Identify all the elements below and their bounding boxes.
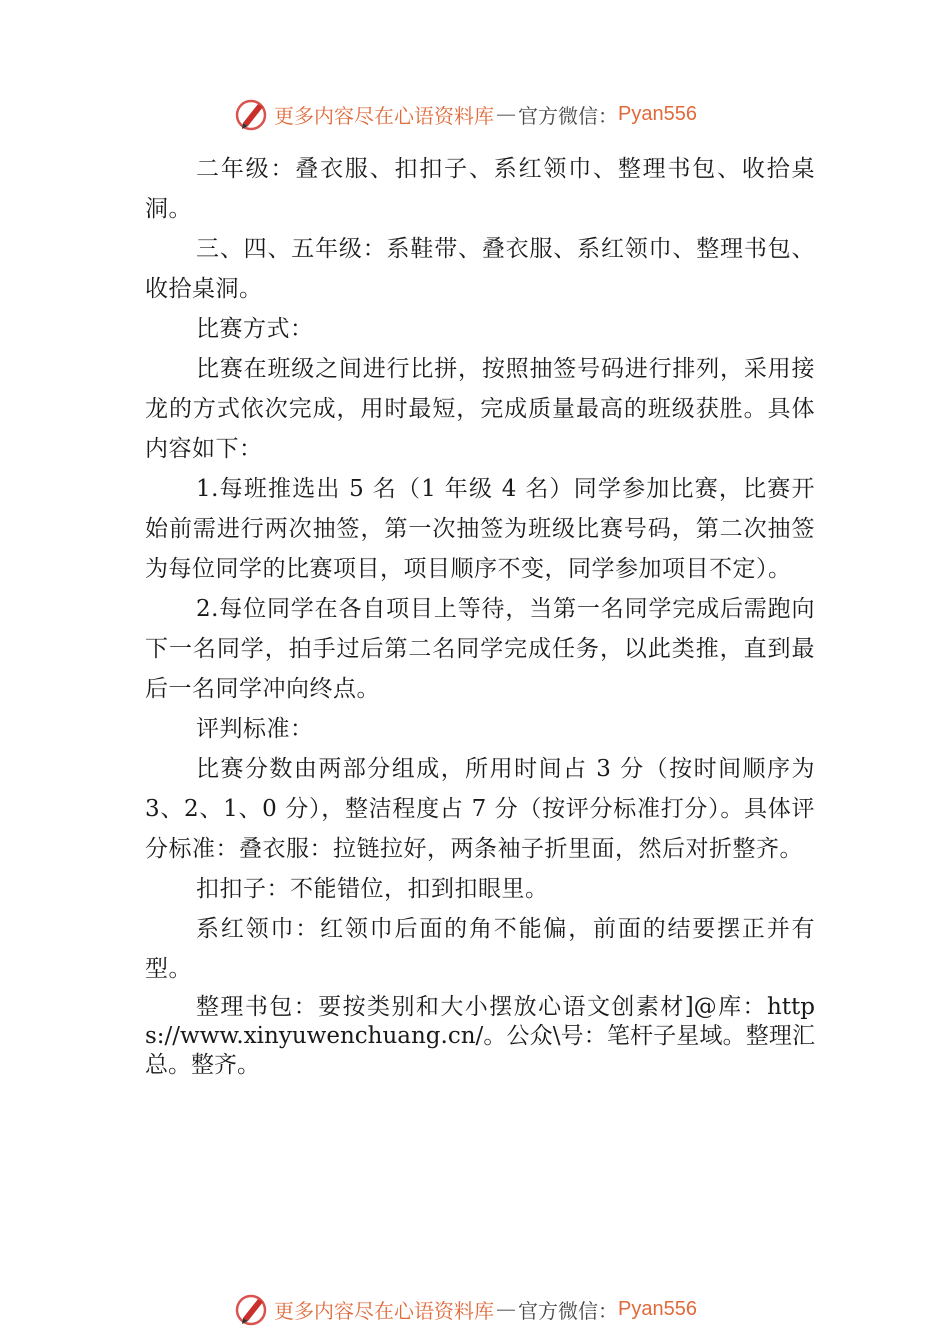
wechat-id: Pyan556 [618, 102, 697, 125]
paragraph: 二年级：叠衣服、扣扣子、系红领巾、整理书包、收拾桌洞。 [145, 156, 815, 222]
paragraph: 1.每班推选出 5 名（1 年级 4 名）同学参加比赛，比赛开始前需进行两次抽签，第一次抽签为班级比赛号码，第二次抽签为每位同学的比赛项目，项目顺序不变，同学参加项目不定）。 [145, 476, 815, 582]
pen-logo-icon [234, 1291, 270, 1327]
paragraph: 2.每位同学在各自项目上等待，当第一名同学完成后需跑向下一名同学，拍手过后第二名同学完成任务，以此类推，直到最后一名同学冲向终点。 [145, 596, 815, 702]
pen-logo-icon [234, 96, 270, 132]
separator: — [496, 1297, 516, 1321]
paragraph: 整理书包：要按类别和大小摆放心语文创素材]@库：https://www.xinyuwenchuang.cn/。公众\号：笔杆子星域。整理汇总。整齐。 [145, 994, 815, 1078]
section-heading: 比赛方式： [196, 316, 314, 342]
library-text: 更多内容尽在心语资料库 [274, 1298, 494, 1323]
footer-banner [234, 1291, 697, 1327]
wechat-id: Pyan556 [618, 1297, 697, 1320]
wechat-label: 官方微信： [518, 103, 618, 128]
paragraph: 比赛分数由两部分组成，所用时间占 3 分（按时间顺序为 3、2、1、0 分），整洁程度占 7 分（按评分标准打分）。具体评分标准：叠衣服：拉链拉好，两条袖子折里面，然后对折整齐。 [145, 756, 815, 862]
paragraph: 系红领巾：红领巾后面的角不能偏，前面的结要摆正并有型。 [145, 916, 815, 982]
library-text: 更多内容尽在心语资料库 [274, 103, 494, 128]
document-body [145, 149, 815, 1080]
paragraph: 比赛在班级之间进行比拼，按照抽签号码进行排列，采用接龙的方式依次完成，用时最短，完成质量最高的班级获胜。具体内容如下： [145, 356, 815, 462]
wechat-label: 官方微信： [518, 1298, 618, 1323]
section-heading: 评判标准： [196, 716, 314, 742]
separator: — [496, 102, 516, 126]
header-banner [234, 96, 697, 132]
paragraph: 三、四、五年级：系鞋带、叠衣服、系红领巾、整理书包、收拾桌洞。 [145, 236, 815, 302]
paragraph: 扣扣子：不能错位，扣到扣眼里。 [196, 876, 549, 902]
